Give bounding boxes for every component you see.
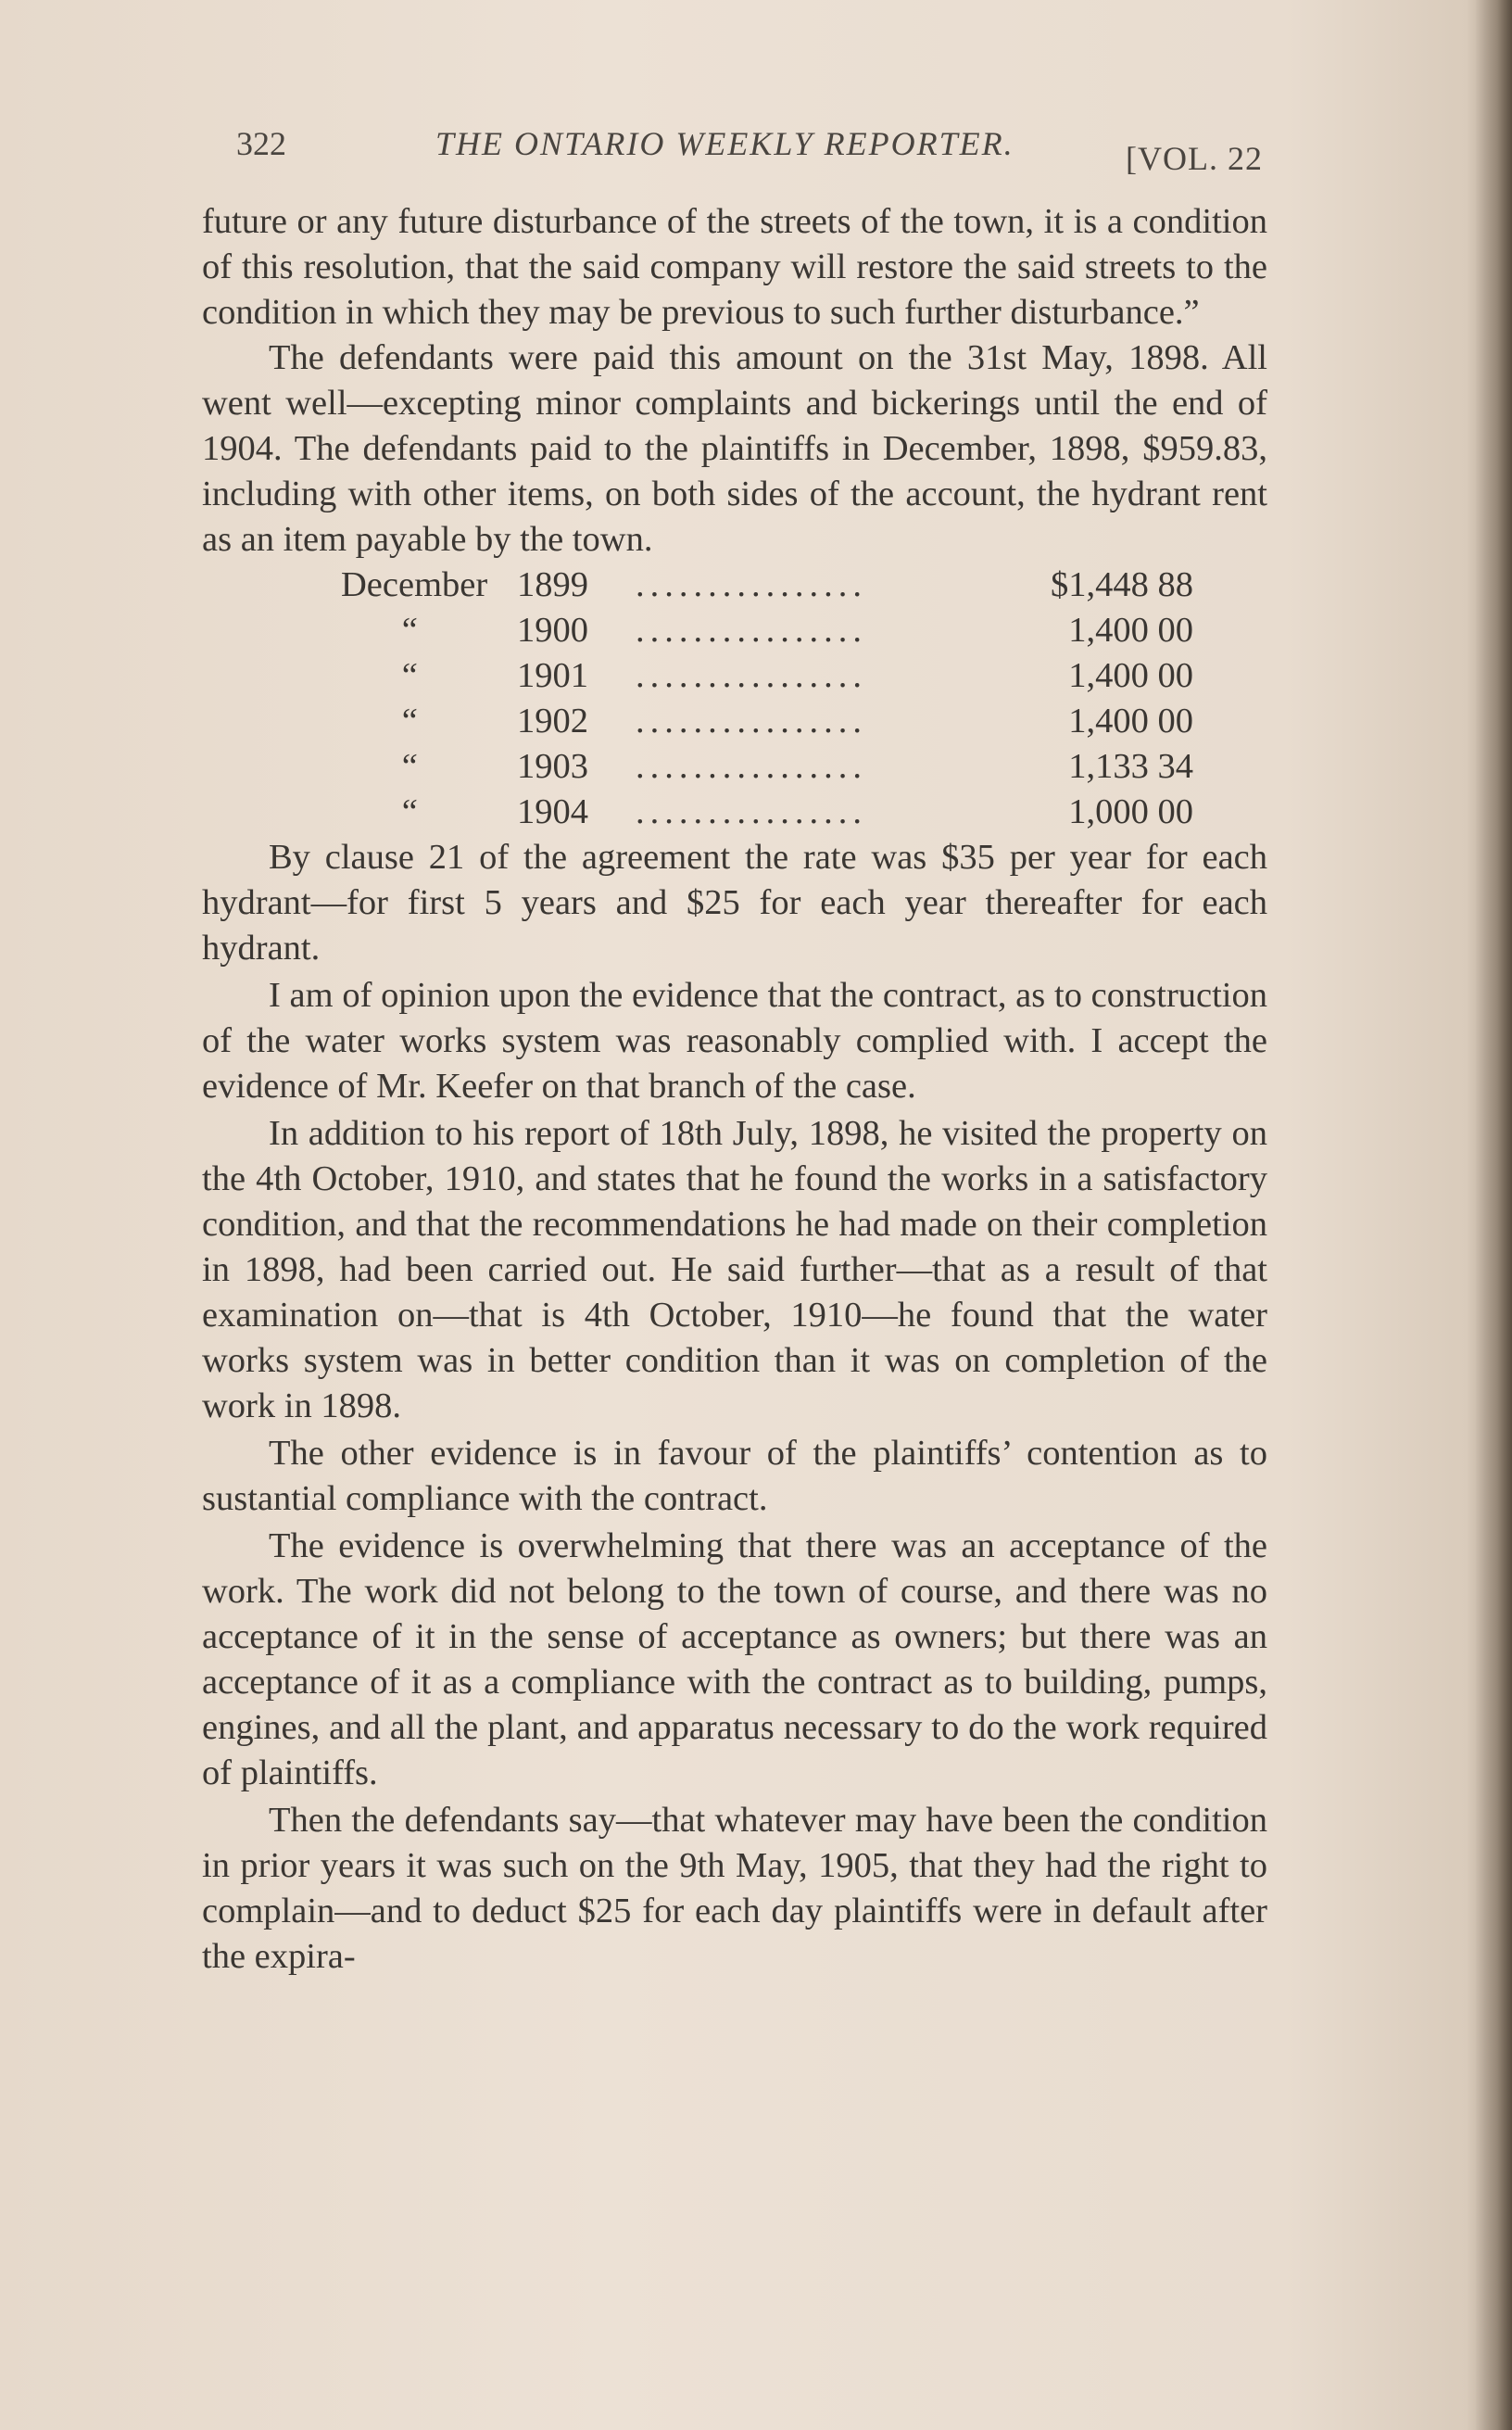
paragraph: Then the defendants say—that whatever may have been the condition in prior years it was such on the 9th May, 1905, that they had the right to complain—and to deduct $25 for each day plaintiffs were in default after the expira-	[202, 1801, 1267, 1976]
payment-year: 1902	[517, 702, 588, 740]
ditto-mark: “	[398, 792, 419, 831]
payment-amount: 1,133 34	[1068, 747, 1193, 786]
dot-leader: ................	[636, 611, 867, 650]
dot-leader: ................	[636, 702, 867, 740]
payment-amount: 1,400 00	[1068, 611, 1193, 650]
ditto-mark: “	[398, 747, 419, 786]
payment-row	[341, 653, 1193, 699]
payment-year: 1900	[517, 611, 588, 650]
payment-row	[341, 699, 1193, 744]
body-text	[202, 199, 1267, 1980]
payment-row	[341, 790, 1193, 835]
payment-table	[341, 563, 1193, 835]
volume-label: [VOL. 22	[1126, 140, 1263, 177]
ditto-mark: “	[398, 611, 419, 650]
page-header	[236, 119, 1283, 177]
payment-row	[341, 608, 1193, 653]
payment-amount: 1,400 00	[1068, 702, 1193, 740]
page-number: 322	[236, 125, 286, 162]
payment-row	[341, 563, 1193, 608]
paragraph: The other evidence is in favour of the plaintiffs’ contention as to sustantial compliance with the contract.	[202, 1434, 1267, 1518]
payment-amount: 1,000 00	[1068, 792, 1193, 831]
payment-month: December	[341, 565, 488, 604]
payment-year: 1904	[517, 792, 588, 831]
dot-leader: ................	[636, 656, 867, 695]
paragraph: I am of opinion upon the evidence that the contract, as to construction of the water works system was reasonably complied with. I accept the evidence of Mr. Keefer on that branch of the case.	[202, 976, 1267, 1106]
payment-year: 1899	[517, 565, 588, 604]
paragraph: The defendants were paid this amount on the 31st May, 1898. All went well—excepting minor complaints and bickerings until the end of 1904. The defendants paid to the plaintiffs in December, 1898, $959.83, including with other items, on both sides of the account, the hydrant rent as an item payable by the town.	[202, 338, 1267, 559]
paragraph: The evidence is overwhelming that there was an acceptance of the work. The work did not belong to the town of course, and there was no acceptance of it in the sense of acceptance as owners; but there was an acceptance of it as a compliance with the contract as to building, pumps, engines, and all the plant, and apparatus necessary to do the work required of plaintiffs.	[202, 1526, 1267, 1792]
payment-row	[341, 744, 1193, 790]
payment-year: 1903	[517, 747, 588, 786]
ditto-mark: “	[398, 656, 419, 695]
dot-leader: ................	[636, 565, 867, 604]
ditto-mark: “	[398, 702, 419, 740]
payment-amount: $1,448 88	[1051, 565, 1193, 604]
paragraph: future or any future disturbance of the streets of the town, it is a condition of this resolution, that the said company will restore the said streets to the condition in which they may be previous to such further disturbance.”	[202, 202, 1267, 332]
dot-leader: ................	[636, 792, 867, 831]
paragraph: By clause 21 of the agreement the rate was $35 per year for each hydrant—for first 5 years and $25 for each year thereafter for each hydrant.	[202, 838, 1267, 968]
page-edge-shadow	[1475, 0, 1512, 2430]
payment-year: 1901	[517, 656, 588, 695]
running-title: THE ONTARIO WEEKLY REPORTER.	[435, 125, 1014, 162]
dot-leader: ................	[636, 747, 867, 786]
paragraph: In addition to his report of 18th July, 1898, he visited the property on the 4th October, 1910, and states that he found the works in a satisfactory condition, and that the recommendations he had made on their completion in 1898, had been carried out. He said further—that as a result of that examination on—that is 4th October, 1910—he found that the water works system was in better condition than it was on completion of the work in 1898.	[202, 1114, 1267, 1425]
payment-amount: 1,400 00	[1068, 656, 1193, 695]
